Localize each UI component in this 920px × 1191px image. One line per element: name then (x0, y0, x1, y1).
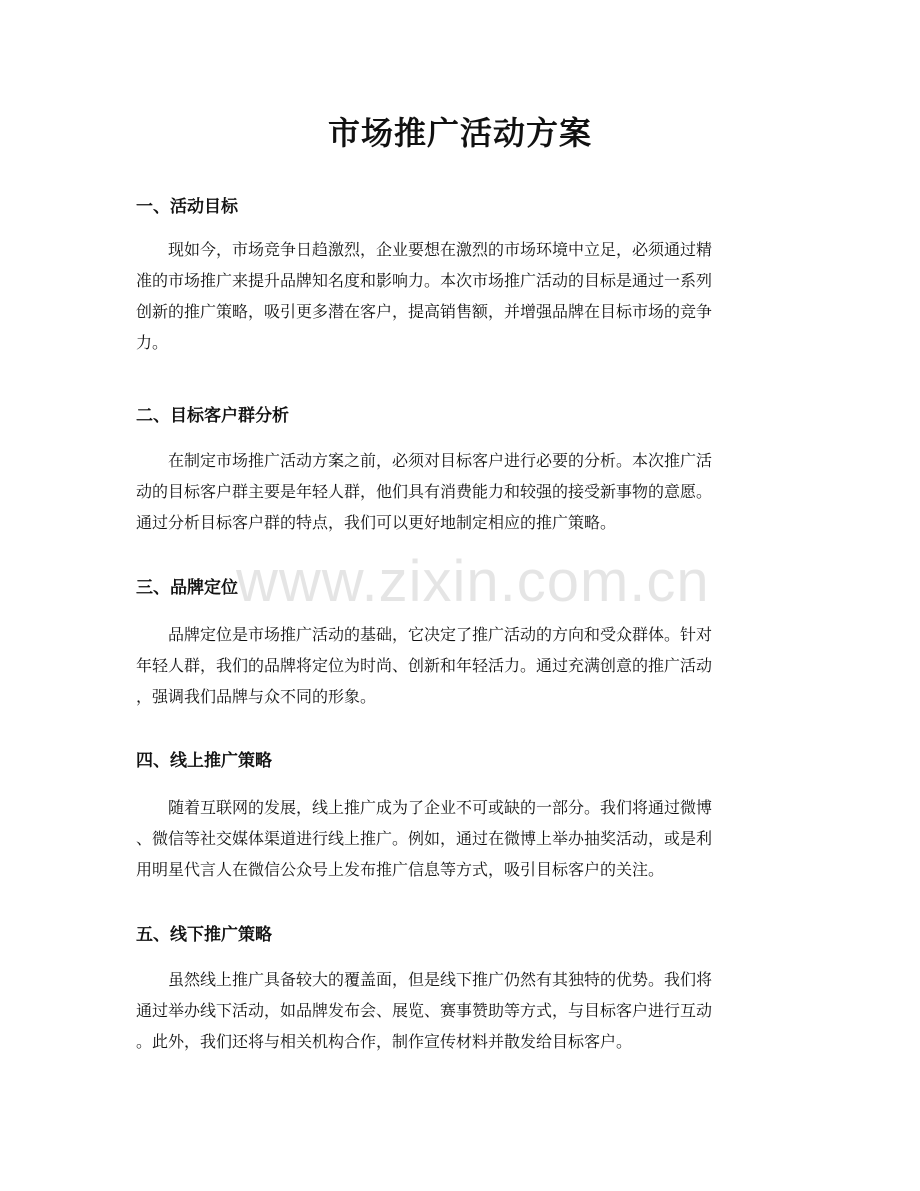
section-body-offline-strategy (136, 964, 788, 1057)
section-body-goals (136, 234, 788, 358)
body-line: 通过举办线下活动，如品牌发布会、展览、赛事赞助等方式，与目标客户进行互动 (136, 1001, 713, 1020)
body-line: 。此外，我们还将与相关机构合作，制作宣传材料并散发给目标客户。 (136, 1032, 633, 1051)
watermark: www.zixin.com.cn (236, 549, 710, 614)
section-heading-online-strategy: 四、线上推广策略 (136, 751, 272, 771)
body-line: 力。 (136, 333, 169, 352)
section-body-online-strategy (136, 792, 788, 885)
body-line: 随着互联网的发展，线上推广成为了企业不可或缺的一部分。我们将通过微博 (168, 798, 713, 817)
body-line: 年轻人群，我们的品牌将定位为时尚、创新和年轻活力。通过充满创意的推广活动 (136, 656, 713, 675)
body-line: 通过分析目标客户群的特点，我们可以更好地制定相应的推广策略。 (136, 513, 617, 532)
body-line: 在制定市场推广活动方案之前，必须对目标客户进行必要的分析。本次推广活 (168, 451, 713, 470)
body-line: 动的目标客户群主要是年轻人群，他们具有消费能力和较强的接受新事物的意愿。 (136, 482, 713, 501)
section-body-brand-positioning (136, 619, 788, 712)
body-line: 品牌定位是市场推广活动的基础，它决定了推广活动的方向和受众群体。针对 (168, 625, 713, 644)
body-line: 创新的推广策略，吸引更多潜在客户，提高销售额，并增强品牌在目标市场的竞争 (136, 302, 713, 321)
section-heading-goals: 一、活动目标 (136, 197, 238, 217)
section-body-target-customers (136, 445, 788, 538)
body-line: 用明星代言人在微信公众号上发布推广信息等方式，吸引目标客户的关注。 (136, 860, 665, 879)
section-heading-brand-positioning: 三、品牌定位 (136, 578, 238, 598)
document-title: 市场推广活动方案 (327, 114, 592, 152)
body-line: 准的市场推广来提升品牌知名度和影响力。本次市场推广活动的目标是通过一系列 (136, 271, 713, 290)
section-heading-offline-strategy: 五、线下推广策略 (136, 925, 272, 945)
body-line: 现如今，市场竞争日趋激烈，企业要想在激烈的市场环境中立足，必须通过精 (168, 240, 713, 259)
body-line: ，强调我们品牌与众不同的形象。 (136, 687, 377, 706)
section-heading-target-customers: 二、目标客户群分析 (136, 406, 289, 426)
body-line: 、微信等社交媒体渠道进行线上推广。例如，通过在微博上举办抽奖活动，或是利 (136, 829, 713, 848)
body-line: 虽然线上推广具备较大的覆盖面，但是线下推广仍然有其独特的优势。我们将 (168, 970, 713, 989)
